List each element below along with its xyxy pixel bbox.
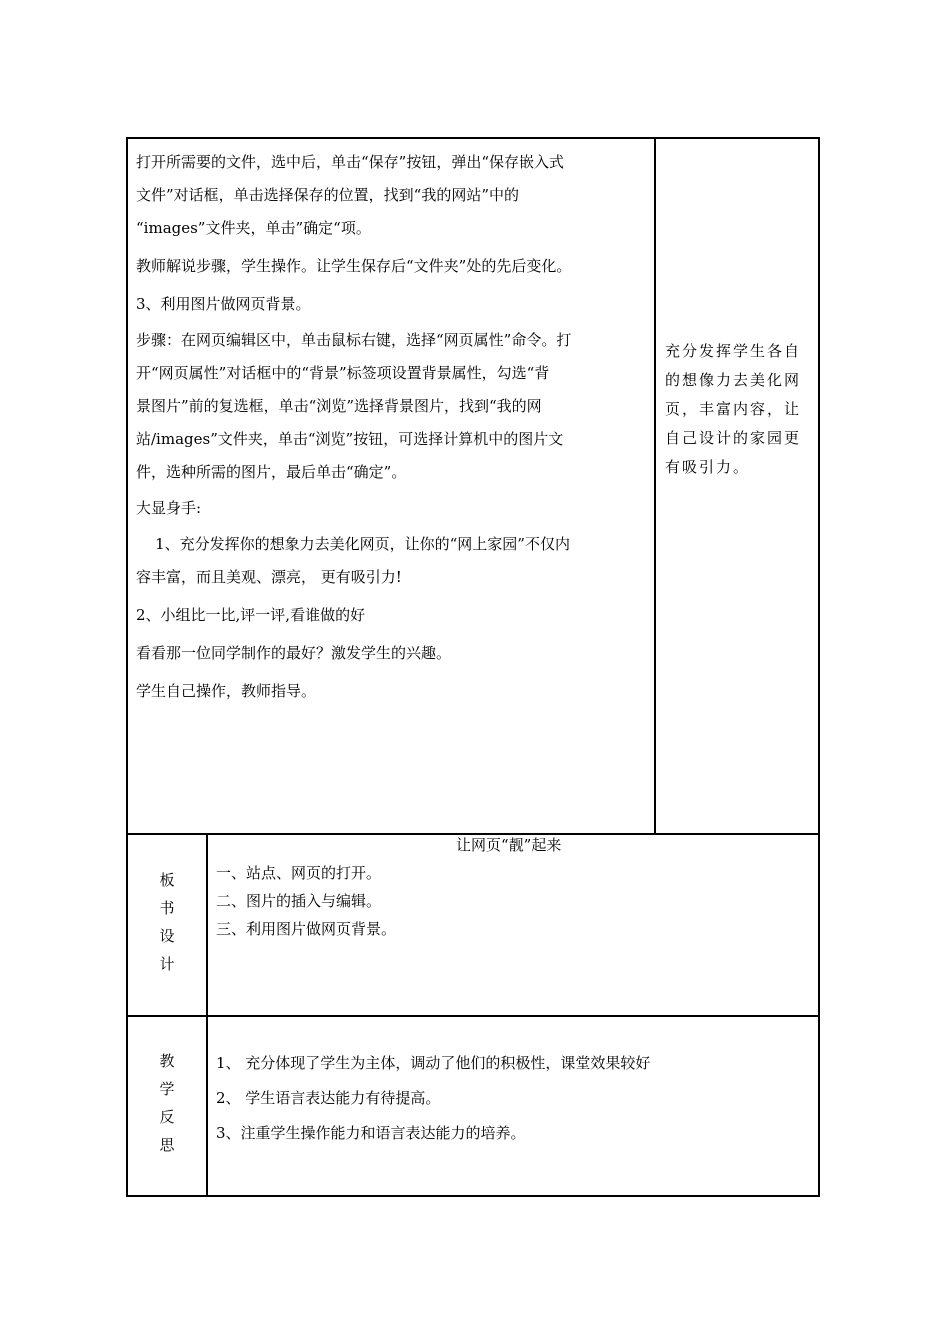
- intent-line: 的想像力去美化网: [665, 371, 802, 389]
- intent-line: 自己设计的家园更: [665, 429, 802, 447]
- process-line: 景图片”前的复选框，单击“浏览”选择背景图片，找到“我的网: [136, 397, 542, 415]
- process-line: 打开所需要的文件，选中后，单击“保存”按钮，弹出“保存嵌入式: [136, 153, 565, 171]
- reflection-item: 1、 充分体现了学生为主体，调动了他们的积极性，课堂效果较好: [216, 1054, 651, 1072]
- reflection-label-char: 学: [159, 1080, 175, 1098]
- process-line: 站/images”文件夹，单击“浏览”按钮，可选择计算机中的图片文: [136, 430, 564, 448]
- process-line: 3、利用图片做网页背景。: [136, 295, 311, 313]
- process-line: 大显身手:: [136, 499, 202, 517]
- intent-line: 充分发挥学生各自: [665, 342, 802, 360]
- process-line: 教师解说步骤，学生操作。让学生保存后“文件夹”处的先后变化。: [136, 257, 572, 275]
- board-label-char: 计: [159, 955, 175, 973]
- process-line: 看看那一位同学制作的最好？激发学生的兴趣。: [136, 644, 452, 662]
- process-line: 1、充分发挥你的想象力去美化网页，让你的“网上家园”不仅内: [136, 535, 570, 553]
- process-line: 2、小组比一比,评一评,看谁做的好: [136, 606, 366, 624]
- board-title: 让网页“靓”起来: [456, 836, 562, 854]
- intent-line: 有吸引力。: [665, 458, 751, 476]
- process-line: 件，选种所需的图片，最后单击“确定”。: [136, 463, 407, 481]
- column-divider: [654, 137, 656, 835]
- board-label-char: 书: [159, 899, 175, 917]
- board-label-char: 设: [159, 927, 175, 945]
- process-line: 文件”对话框，单击选择保存的位置，找到“我的网站”中的: [136, 186, 520, 204]
- reflection-item: 2、 学生语言表达能力有待提高。: [216, 1089, 441, 1107]
- row-divider: [126, 1015, 820, 1017]
- reflection-label-char: 思: [159, 1136, 175, 1154]
- process-line: “images”文件夹，单击”确定“项。: [136, 219, 371, 237]
- reflection-label-char: 反: [159, 1108, 175, 1126]
- intent-line: 页，丰富内容，让: [665, 400, 802, 418]
- process-line: 容丰富，而且美观、漂亮， 更有吸引力!: [136, 568, 402, 586]
- process-line: 步骤：在网页编辑区中，单击鼠标右键，选择“网页属性”命令。打: [136, 331, 572, 349]
- board-item: 三、利用图片做网页背景。: [216, 920, 397, 938]
- board-label-char: 板: [159, 871, 175, 889]
- process-line: 开“网页属性”对话框中的“背景”标签项设置背景属性，勾选“背: [136, 364, 550, 382]
- board-item: 二、图片的插入与编辑。: [216, 892, 382, 910]
- reflection-item: 3、注重学生操作能力和语言表达能力的培养。: [216, 1124, 526, 1142]
- process-line: 学生自己操作，教师指导。: [136, 682, 317, 700]
- reflection-label-char: 教: [159, 1052, 175, 1070]
- board-item: 一、站点、网页的打开。: [216, 864, 382, 882]
